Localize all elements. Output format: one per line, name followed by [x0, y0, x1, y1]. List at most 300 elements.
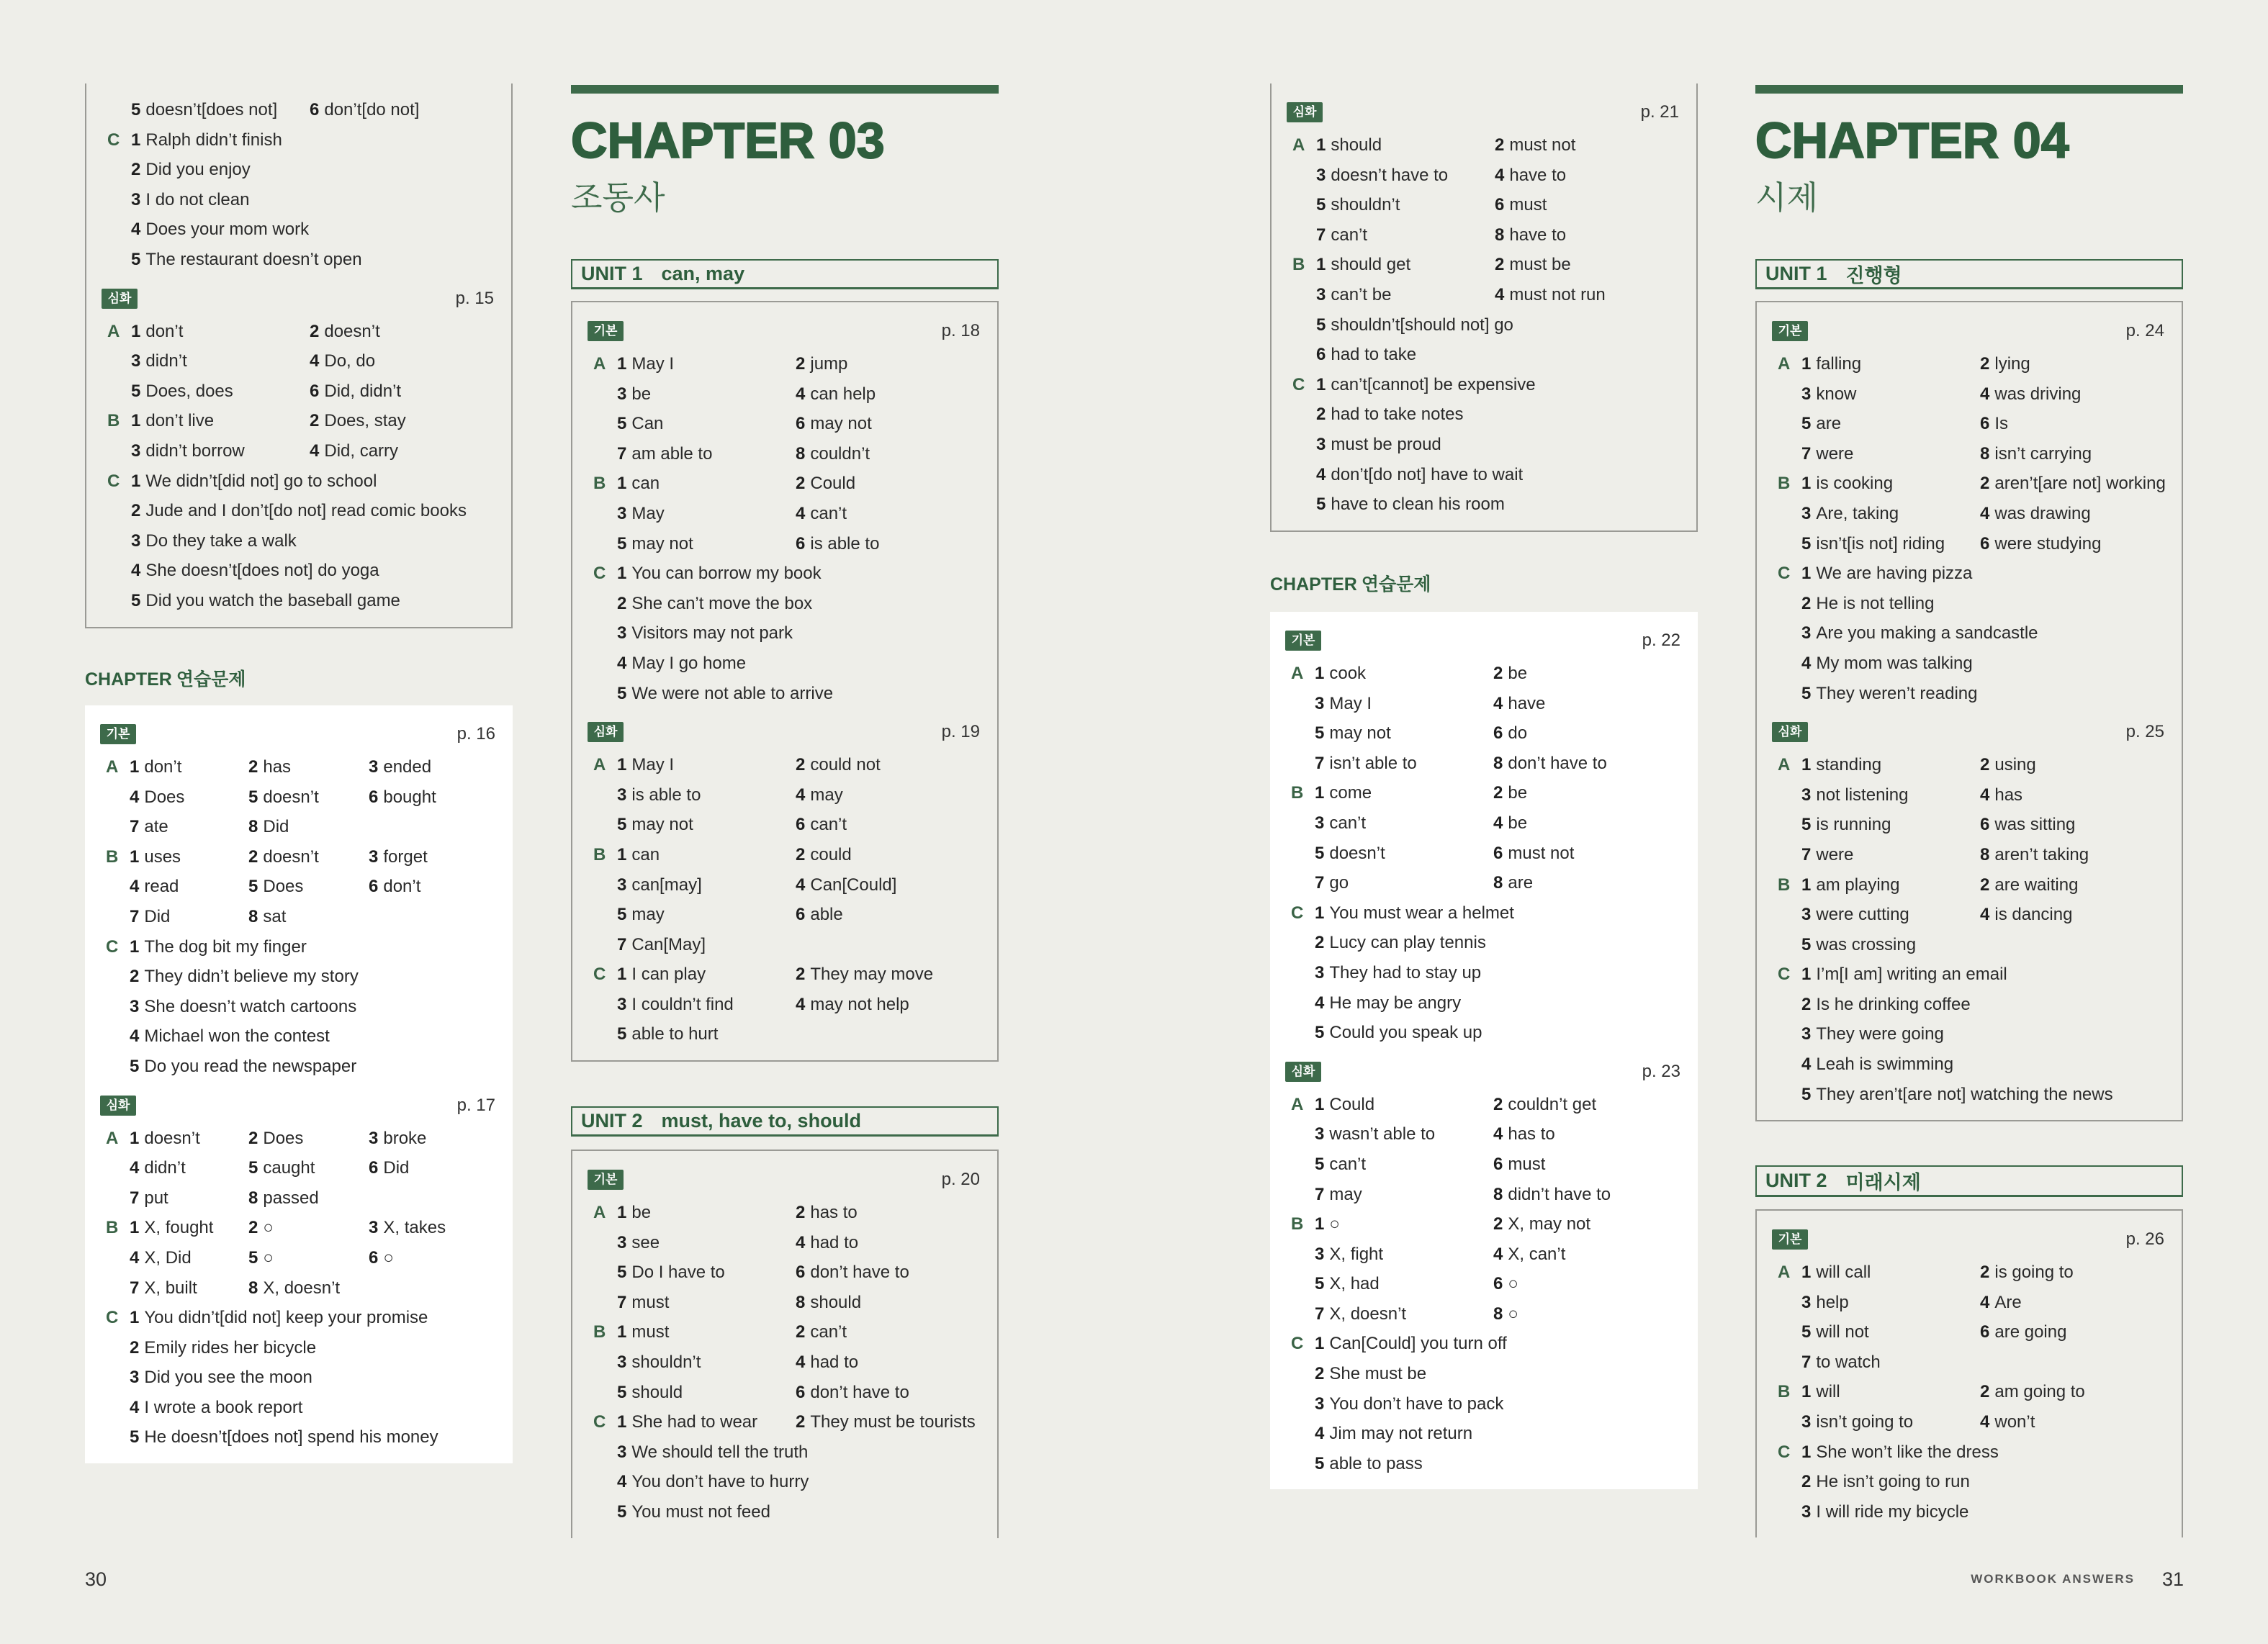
item-number: 6 — [796, 815, 806, 835]
item-number: 1 — [1316, 374, 1326, 394]
answer-row — [572, 810, 997, 840]
answer-text: should — [810, 1292, 862, 1312]
answer-item — [1493, 868, 1533, 898]
chapter-subtitle: 시제 — [1755, 179, 1818, 216]
answer-item — [796, 1407, 976, 1437]
answer-item — [1980, 529, 2101, 559]
item-number: 1 — [131, 471, 141, 491]
answer-item — [617, 1019, 718, 1049]
page-ref: p. 18 — [941, 321, 980, 340]
answer-item — [1315, 718, 1391, 749]
chapter-title: CHAPTER 03 — [571, 112, 885, 168]
item-number: 3 — [1801, 905, 1812, 925]
item-number: 8 — [248, 906, 258, 926]
answer-item — [1316, 370, 1536, 400]
chapter-title: CHAPTER 04 — [1755, 112, 2069, 168]
answer-text: I couldn’t find — [631, 994, 734, 1014]
answer-item — [617, 499, 665, 529]
exercise-letter: A — [1778, 354, 1791, 374]
item-number: 3 — [617, 785, 627, 805]
page-ref: p. 15 — [455, 288, 494, 308]
answer-text: don’t have to — [810, 1382, 909, 1402]
answer-text: had to — [810, 1352, 859, 1372]
item-number: 4 — [1495, 165, 1505, 185]
item-number: 4 — [1980, 503, 1990, 523]
answer-row — [86, 155, 511, 185]
answer-text: can’t — [810, 815, 847, 835]
answer-item — [310, 317, 380, 347]
exercise-letter: C — [1778, 564, 1791, 584]
answer-section — [572, 1165, 997, 1527]
answer-row — [572, 930, 997, 960]
page-column — [85, 0, 513, 1644]
answer-section — [1270, 625, 1698, 1048]
answer-item — [796, 499, 847, 529]
answer-row — [85, 1052, 513, 1082]
answer-row — [86, 317, 511, 347]
answer-text: Do I have to — [631, 1263, 725, 1283]
answer-text: is able to — [631, 785, 701, 805]
answer-item — [1315, 1299, 1406, 1329]
answer-item — [1980, 1407, 2035, 1437]
answer-text: Could — [1329, 1094, 1375, 1114]
answer-item — [131, 245, 362, 275]
answer-text: sat — [263, 906, 287, 926]
answer-item — [1801, 649, 1973, 679]
answer-item — [1801, 1347, 1881, 1378]
answer-text: isn’t carrying — [1994, 443, 2092, 464]
answer-text: broke — [383, 1128, 427, 1148]
answer-item — [617, 750, 674, 780]
item-number: 7 — [1315, 873, 1325, 893]
section-header — [1757, 316, 2182, 346]
answer-item — [796, 349, 847, 379]
answer-text: Can — [631, 414, 664, 434]
answer-text: May — [631, 503, 665, 523]
answer-text: ended — [383, 757, 432, 777]
answer-text: don’t[do not] — [324, 100, 420, 119]
answer-item — [1315, 1150, 1366, 1180]
section-header — [1270, 1057, 1698, 1087]
item-number: 2 — [1495, 255, 1505, 275]
item-number: 5 — [617, 414, 627, 434]
item-number: 4 — [796, 994, 806, 1014]
item-number: 2 — [1980, 755, 1990, 775]
answer-item — [1801, 1317, 1869, 1347]
answer-item — [617, 439, 712, 469]
item-number: 8 — [1493, 753, 1503, 773]
answer-item — [248, 902, 286, 932]
answer-text: X, built — [144, 1278, 197, 1298]
answer-item — [1980, 1257, 2074, 1288]
answer-row — [572, 1019, 997, 1049]
answer-text: is running — [1816, 815, 1891, 835]
chapter-header — [571, 85, 999, 236]
item-number: 5 — [1315, 1154, 1325, 1174]
answer-row — [85, 992, 513, 1022]
answer-row — [85, 842, 513, 872]
answer-item — [131, 214, 309, 245]
answer-item — [369, 782, 436, 813]
answer-text: Is he drinking coffee — [1816, 994, 1971, 1014]
answer-row — [572, 750, 997, 780]
item-number: 2 — [248, 846, 258, 867]
answer-text: able to pass — [1329, 1453, 1423, 1473]
answer-item — [617, 1317, 669, 1347]
answer-item — [1493, 1119, 1555, 1150]
answer-text: may not help — [810, 994, 909, 1014]
answer-text: They had to stay up — [1329, 962, 1482, 983]
answer-text: Are, taking — [1816, 503, 1899, 523]
answer-item — [1801, 750, 1881, 780]
answer-text: can’t — [1329, 813, 1367, 833]
item-number: 4 — [1493, 813, 1503, 833]
answer-row — [1272, 370, 1696, 400]
page-ref: p. 19 — [941, 722, 980, 742]
item-number: 6 — [1493, 1154, 1503, 1174]
exercise-letter: B — [1291, 783, 1304, 803]
answer-text: forget — [383, 846, 428, 867]
answer-box — [1755, 1209, 2183, 1537]
answer-item — [617, 870, 702, 900]
answer-item — [130, 1243, 192, 1273]
answer-row — [85, 902, 513, 932]
answer-item — [1493, 718, 1527, 749]
answer-item — [796, 1347, 858, 1378]
page-ref: p. 17 — [456, 1095, 495, 1115]
answer-item — [1315, 808, 1366, 839]
answer-text: isn’t going to — [1816, 1412, 1914, 1432]
answer-item — [1493, 659, 1527, 689]
item-number: 4 — [1493, 693, 1503, 713]
answer-text: caught — [263, 1158, 315, 1178]
item-number: 4 — [796, 503, 806, 523]
answer-item — [1801, 990, 1971, 1020]
exercise-letter: A — [593, 354, 606, 374]
answer-box — [1270, 83, 1698, 532]
answer-item — [1495, 280, 1606, 310]
answer-row — [85, 1333, 513, 1363]
exercise-letter: C — [107, 471, 120, 491]
answer-item — [1801, 379, 1856, 410]
footer-label: WORKBOOK ANSWERS — [1971, 1572, 2135, 1586]
answer-text: Did you watch the baseball game — [145, 590, 400, 610]
answer-text: She won’t like the dress — [1816, 1442, 1999, 1462]
answer-row — [1270, 1119, 1698, 1150]
answer-row — [572, 1497, 997, 1527]
item-number: 6 — [796, 905, 806, 925]
answer-item — [1495, 220, 1566, 250]
answer-text: has — [1994, 785, 2023, 805]
answer-row — [1270, 839, 1698, 869]
answer-text: should — [1331, 135, 1382, 155]
item-number: 5 — [1801, 414, 1812, 434]
answer-text: Do you read the newspaper — [144, 1056, 357, 1076]
answer-text: was crossing — [1816, 934, 1917, 954]
answer-row — [1270, 1090, 1698, 1120]
answer-text: I will ride my bicycle — [1816, 1501, 1969, 1522]
answer-item — [1315, 1419, 1472, 1449]
answer-text: be — [631, 384, 652, 404]
answer-text: You must wear a helmet — [1329, 903, 1514, 923]
answer-text: must be — [1509, 255, 1571, 275]
answer-row — [86, 466, 511, 497]
answer-item — [1315, 1180, 1362, 1210]
answer-text: are going — [1994, 1322, 2067, 1342]
answer-text: had to — [810, 1232, 859, 1252]
answer-item — [617, 990, 734, 1020]
item-number: 4 — [1980, 905, 1990, 925]
item-number: 2 — [796, 1322, 806, 1342]
answer-row — [1757, 1080, 2182, 1110]
page-column — [1755, 0, 2183, 1644]
answer-text: They aren’t[are not] watching the news — [1816, 1084, 2113, 1104]
answer-text: could — [810, 844, 852, 864]
answer-row — [1757, 1317, 2182, 1347]
answer-item — [1316, 130, 1382, 161]
answer-text: I do not clean — [145, 189, 250, 209]
answer-item — [1801, 1407, 1913, 1437]
item-number: 2 — [1980, 875, 1990, 895]
section-header — [1272, 97, 1696, 127]
answer-text: Leah is swimming — [1816, 1054, 1954, 1075]
answer-row — [1757, 1467, 2182, 1497]
item-number: 3 — [369, 1128, 379, 1148]
answer-text: ○ — [1508, 1304, 1518, 1324]
item-number: 4 — [1315, 1424, 1325, 1444]
answer-item — [248, 782, 319, 813]
item-number: 1 — [1315, 1094, 1325, 1114]
answer-text: Are you making a sandcastle — [1816, 623, 2038, 643]
item-number: 1 — [130, 757, 140, 777]
answer-item — [369, 1153, 409, 1183]
section-header — [572, 717, 997, 747]
answer-item — [1315, 1449, 1423, 1479]
answer-item — [131, 526, 297, 556]
answer-section — [1757, 717, 2182, 1109]
answer-item — [1801, 1019, 1944, 1049]
answer-text: doesn’t — [1329, 843, 1385, 863]
item-number: 5 — [1315, 1023, 1325, 1043]
exercise-letter: A — [593, 1203, 606, 1222]
answer-text: can’t — [1329, 1154, 1367, 1174]
answer-row — [1757, 810, 2182, 840]
item-number: 3 — [617, 503, 627, 523]
item-number: 1 — [130, 1218, 140, 1238]
answer-item — [1493, 1239, 1565, 1270]
answer-item — [617, 1228, 660, 1258]
answer-row — [572, 959, 997, 990]
answer-item — [131, 185, 249, 215]
answer-item — [617, 349, 674, 379]
item-number: 1 — [1801, 875, 1812, 895]
answer-item — [131, 125, 282, 155]
page-ref: p. 23 — [1642, 1061, 1680, 1081]
answer-text: X, doesn’t — [263, 1278, 341, 1298]
level-badge: 기본 — [1772, 1229, 1808, 1250]
exercise-letter: B — [593, 1322, 606, 1342]
answer-item — [617, 529, 693, 559]
answer-text: ○ — [1508, 1274, 1518, 1294]
item-number: 3 — [617, 623, 627, 643]
answer-item — [796, 900, 843, 930]
item-number: 7 — [1315, 753, 1325, 773]
answer-row — [1270, 778, 1698, 808]
item-number: 6 — [369, 787, 379, 807]
answer-text: doesn’t — [263, 787, 319, 807]
answer-item — [1801, 439, 1853, 469]
exercise-letter: A — [1292, 135, 1305, 155]
answer-section — [86, 284, 511, 616]
item-number: 5 — [1316, 494, 1326, 515]
section-header — [85, 719, 513, 749]
answer-item — [1316, 161, 1448, 191]
unit-title: 미래시제 — [1845, 1172, 1921, 1193]
item-number: 1 — [617, 755, 627, 775]
answer-item — [1316, 489, 1505, 520]
answer-text: Can[May] — [631, 934, 706, 954]
answer-row — [85, 1153, 513, 1183]
answer-text: are — [1816, 414, 1842, 434]
answer-text: didn’t have to — [1508, 1184, 1611, 1204]
answer-item — [1493, 1090, 1596, 1120]
item-number: 5 — [1801, 934, 1812, 954]
answer-text: will — [1816, 1382, 1840, 1402]
answer-item — [796, 1288, 861, 1318]
level-badge: 기본 — [100, 724, 136, 744]
answer-text: You don’t have to pack — [1329, 1394, 1504, 1414]
answer-text: cook — [1329, 664, 1367, 683]
item-number: 5 — [617, 905, 627, 925]
answer-item — [1801, 1467, 1970, 1497]
exercise-letter: C — [593, 965, 606, 985]
answer-item — [130, 1213, 213, 1243]
answer-text: He is not telling — [1816, 593, 1935, 613]
answer-item — [1493, 1150, 1545, 1180]
answer-row — [1757, 1437, 2182, 1468]
item-number: 1 — [1315, 783, 1325, 803]
item-number: 2 — [1801, 994, 1812, 1014]
item-number: 4 — [796, 1352, 806, 1372]
answer-item — [131, 317, 183, 347]
item-number: 5 — [1801, 815, 1812, 835]
answer-item — [1315, 868, 1349, 898]
answer-item — [617, 1378, 683, 1408]
answer-item — [310, 376, 401, 407]
answer-text: must not run — [1509, 284, 1606, 304]
item-number: 1 — [131, 130, 141, 150]
answer-box — [85, 705, 513, 1463]
section-header — [572, 1165, 997, 1195]
answer-text: aren’t taking — [1994, 844, 2089, 864]
answer-item — [617, 780, 701, 810]
answer-text: We are having pizza — [1816, 564, 1973, 584]
answer-text: May I — [631, 755, 675, 775]
answer-item — [131, 466, 377, 497]
item-number: 3 — [1801, 785, 1812, 805]
answer-text: must not — [1509, 135, 1576, 155]
item-number: 2 — [130, 1337, 140, 1358]
item-number: 3 — [130, 996, 140, 1016]
item-number: 3 — [1315, 962, 1325, 983]
answer-item — [1493, 1269, 1518, 1299]
item-number: 3 — [617, 384, 627, 404]
item-number: 2 — [1493, 664, 1503, 683]
answer-row — [572, 618, 997, 649]
answer-item — [1801, 810, 1891, 840]
answer-text: have to clean his room — [1331, 494, 1505, 515]
answer-text: shouldn’t — [631, 1352, 701, 1372]
item-number: 8 — [248, 1188, 258, 1208]
answer-text: shouldn’t[should not] go — [1331, 315, 1513, 335]
level-badge: 기본 — [588, 1170, 624, 1190]
item-number: 5 — [1315, 843, 1325, 863]
unit-header — [1755, 1165, 2183, 1197]
answer-text: may not — [631, 533, 693, 554]
answer-row — [1757, 780, 2182, 810]
item-number: 1 — [617, 1203, 627, 1222]
item-number: 4 — [1980, 384, 1990, 404]
answer-text: Lucy can play tennis — [1329, 933, 1486, 953]
item-number: 2 — [130, 967, 140, 987]
item-number: 4 — [796, 1232, 806, 1252]
answer-item — [1315, 1090, 1374, 1120]
answer-row — [85, 1363, 513, 1393]
answer-text: able — [810, 905, 843, 925]
item-number: 2 — [1493, 1214, 1503, 1234]
answer-text: May I go home — [631, 653, 747, 673]
item-number: 7 — [617, 934, 627, 954]
answer-row — [1757, 1049, 2182, 1080]
answer-row — [1757, 559, 2182, 589]
exercise-letter: B — [1292, 255, 1305, 275]
item-number: 2 — [1493, 1094, 1503, 1114]
unit-label: UNIT 1 — [1765, 263, 1827, 284]
answer-row — [572, 1257, 997, 1288]
answer-item — [617, 469, 660, 499]
answer-text: Does — [263, 877, 304, 897]
item-number: 3 — [1801, 503, 1812, 523]
item-number: 2 — [131, 501, 141, 521]
item-number: 1 — [617, 965, 627, 985]
answer-item — [1315, 988, 1461, 1019]
answer-row — [1270, 689, 1698, 719]
answer-item — [310, 406, 406, 436]
answer-row — [85, 1243, 513, 1273]
answer-row — [86, 586, 511, 616]
answer-item — [1801, 1497, 1968, 1527]
answer-row — [1270, 1329, 1698, 1359]
answer-item — [130, 1422, 438, 1453]
answer-text: The dog bit my finger — [144, 936, 307, 957]
answer-text: may not — [1329, 723, 1391, 744]
item-number: 4 — [1316, 464, 1326, 484]
answer-text: couldn’t get — [1508, 1094, 1597, 1114]
answer-text: can — [631, 474, 660, 494]
answer-text: have — [1508, 693, 1546, 713]
page-ref: p. 16 — [456, 724, 495, 744]
exercise-letter: C — [106, 1308, 119, 1328]
item-number: 1 — [617, 474, 627, 494]
answer-item — [131, 496, 467, 526]
answer-row — [572, 559, 997, 589]
answer-row — [572, 499, 997, 529]
answer-item — [1315, 778, 1372, 808]
exercise-letter: B — [1778, 474, 1791, 494]
level-badge: 심화 — [102, 289, 138, 309]
answer-item — [131, 376, 233, 407]
answer-text: X, fight — [1329, 1244, 1384, 1264]
